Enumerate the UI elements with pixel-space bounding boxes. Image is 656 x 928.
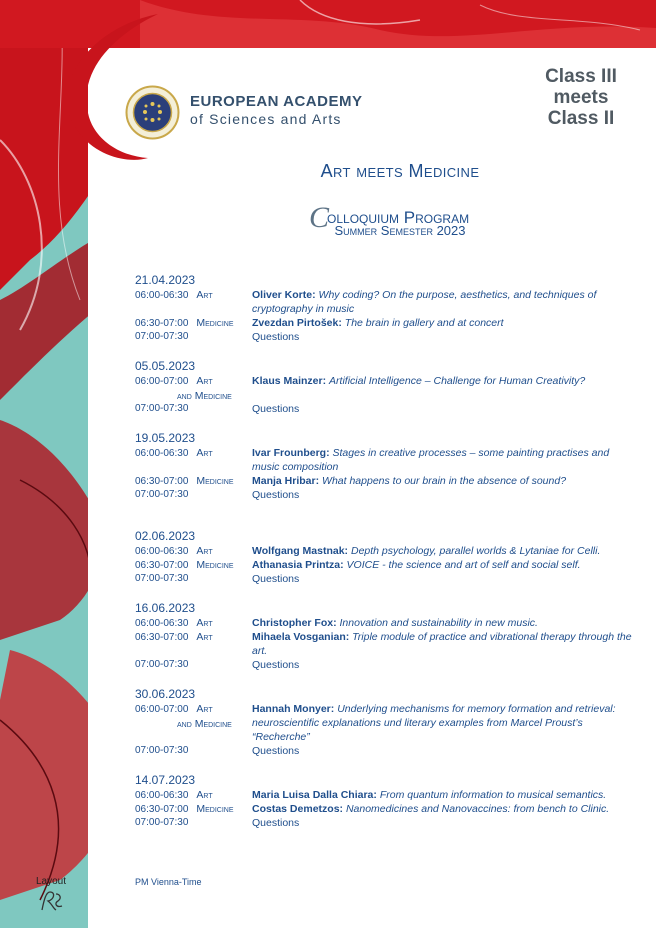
schedule-entry bbox=[135, 816, 635, 830]
entry-speaker: Wolfgang Mastnak: bbox=[252, 545, 349, 557]
entry-talk bbox=[252, 446, 632, 474]
entry-time-cell bbox=[135, 330, 253, 344]
schedule-entry bbox=[135, 544, 635, 558]
schedule-entry bbox=[135, 744, 635, 758]
entry-title: The brain in gallery and at concert bbox=[344, 317, 504, 329]
entry-time-cell bbox=[135, 558, 253, 573]
entry-time: 06:00-06:30 bbox=[135, 290, 189, 301]
entry-talk bbox=[252, 658, 632, 672]
entry-talk bbox=[252, 330, 632, 344]
entry-time: 06:30-07:00 bbox=[135, 804, 189, 815]
entry-time: 06:30-07:00 bbox=[135, 476, 189, 487]
entry-title: Triple module of practice and vibrational therapy through the art. bbox=[252, 631, 632, 657]
entry-time: 06:30-07:00 bbox=[135, 318, 189, 329]
entry-talk bbox=[252, 402, 632, 416]
schedule-entry bbox=[135, 572, 635, 586]
schedule-date: 14.07.2023 bbox=[135, 773, 196, 787]
entry-talk bbox=[252, 474, 632, 488]
entry-time-cell bbox=[135, 402, 253, 416]
entry-speaker: Athanasia Printza: bbox=[252, 559, 344, 571]
entry-subject-secondary: and Medicine bbox=[177, 718, 232, 730]
schedule-entry bbox=[135, 802, 635, 816]
entry-speaker: Costas Demetzos: bbox=[252, 803, 344, 815]
entry-subject: Medicine bbox=[196, 317, 234, 329]
program-title-initial: C bbox=[309, 201, 330, 234]
entry-speaker: Mihaela Vosganian: bbox=[252, 631, 350, 643]
entry-questions: Questions bbox=[252, 745, 300, 757]
entry-speaker: Klaus Mainzer: bbox=[252, 375, 327, 387]
entry-talk bbox=[252, 558, 632, 572]
entry-title: VOICE - the science and art of self and social self. bbox=[346, 559, 581, 571]
entry-time: 07:00-07:30 bbox=[135, 403, 189, 414]
entry-subject: Art bbox=[196, 703, 213, 715]
entry-title: Stages in creative processes – some painting practises and music composition bbox=[252, 447, 610, 473]
entry-time: 07:00-07:30 bbox=[135, 573, 189, 584]
schedule-date: 19.05.2023 bbox=[135, 431, 196, 445]
entry-title: Nanomedicines and Nanovaccines: from bench to Clinic. bbox=[345, 803, 610, 815]
entry-time: 07:00-07:30 bbox=[135, 489, 189, 500]
entry-time-cell bbox=[135, 802, 253, 817]
entry-time: 06:00-07:00 bbox=[135, 704, 189, 715]
schedule-date: 05.05.2023 bbox=[135, 359, 196, 373]
schedule-entry bbox=[135, 488, 635, 502]
entry-questions: Questions bbox=[252, 489, 300, 501]
class-badge-line1: Class III bbox=[545, 66, 617, 87]
entry-time: 07:00-07:30 bbox=[135, 745, 189, 756]
entry-speaker: Oliver Korte: bbox=[252, 289, 316, 301]
entry-time: 06:00-06:30 bbox=[135, 790, 189, 801]
entry-time: 06:00-06:30 bbox=[135, 448, 189, 459]
entry-talk bbox=[252, 572, 632, 586]
entry-time-cell bbox=[135, 446, 253, 461]
entry-time: 06:30-07:00 bbox=[135, 560, 189, 571]
schedule-entry bbox=[135, 630, 635, 658]
schedule-entry bbox=[135, 316, 635, 330]
entry-subject: Art bbox=[196, 789, 213, 801]
entry-subject: Medicine bbox=[196, 803, 234, 815]
entry-time-cell bbox=[135, 744, 253, 758]
entry-talk bbox=[252, 630, 632, 658]
entry-time: 07:00-07:30 bbox=[135, 331, 189, 342]
semester-title: Summer Semester 2023 bbox=[334, 223, 466, 238]
schedule-date: 02.06.2023 bbox=[135, 529, 196, 543]
entry-time: 06:00-06:30 bbox=[135, 618, 189, 629]
entry-time-cell bbox=[135, 316, 253, 331]
entry-subject: Art bbox=[196, 447, 213, 459]
schedule-entry bbox=[135, 288, 635, 316]
entry-time-cell bbox=[135, 572, 253, 586]
class-badge-line3: Class II bbox=[547, 108, 615, 129]
schedule-entry bbox=[135, 446, 635, 474]
entry-questions: Questions bbox=[252, 659, 300, 671]
entry-title: Underlying mechanisms for memory formation and retrieval: neuroscientific explanations und literary examples from Marcel Proust’s “Recherche” bbox=[252, 703, 616, 743]
entry-talk bbox=[252, 316, 632, 330]
entry-subject: Art bbox=[196, 617, 213, 629]
class-badge bbox=[520, 66, 642, 129]
entry-questions: Questions bbox=[252, 817, 300, 829]
timezone-note: PM Vienna-Time bbox=[135, 877, 202, 887]
entry-subject: Art bbox=[196, 545, 213, 557]
entry-talk bbox=[252, 544, 632, 558]
entry-time-cell bbox=[135, 488, 253, 502]
class-badge-line2: meets bbox=[553, 87, 609, 108]
entry-title: Artificial Intelligence – Challenge for Human Creativity? bbox=[329, 375, 586, 387]
schedule-day bbox=[135, 358, 635, 416]
schedule-entry bbox=[135, 402, 635, 416]
program-title-rest: olloquium Program bbox=[327, 208, 470, 227]
entry-time-cell bbox=[135, 630, 253, 645]
schedule-entry bbox=[135, 702, 635, 744]
entry-time: 06:00-06:30 bbox=[135, 546, 189, 557]
schedule-entry bbox=[135, 330, 635, 344]
academy-name: EUROPEAN ACADEMY bbox=[190, 93, 363, 110]
entry-time: 07:00-07:30 bbox=[135, 817, 189, 828]
entry-speaker: Zvezdan Pirtošek: bbox=[252, 317, 342, 329]
entry-title: Why coding? On the purpose, aesthetics, and techniques of cryptography in music bbox=[252, 289, 597, 315]
entry-talk bbox=[252, 788, 632, 802]
entry-talk bbox=[252, 744, 632, 758]
entry-subject: Art bbox=[196, 375, 213, 387]
schedule-day bbox=[135, 430, 635, 502]
schedule-date: 30.06.2023 bbox=[135, 687, 196, 701]
schedule-day bbox=[135, 686, 635, 758]
schedule-entry bbox=[135, 374, 635, 402]
entry-title: From quantum information to musical semantics. bbox=[379, 789, 607, 801]
entry-subject: Art bbox=[196, 631, 213, 643]
entry-time-cell bbox=[135, 816, 253, 830]
schedule-entry bbox=[135, 788, 635, 802]
entry-talk bbox=[252, 616, 632, 630]
entry-subject: Medicine bbox=[196, 475, 234, 487]
schedule-entry bbox=[135, 474, 635, 488]
entry-talk bbox=[252, 816, 632, 830]
entry-talk bbox=[252, 288, 632, 316]
entry-speaker: Christopher Fox: bbox=[252, 617, 337, 629]
entry-time: 07:00-07:30 bbox=[135, 659, 189, 670]
schedule-entry bbox=[135, 558, 635, 572]
schedule-day bbox=[135, 528, 635, 586]
schedule bbox=[135, 272, 635, 844]
schedule-day bbox=[135, 600, 635, 672]
entry-time-cell bbox=[135, 544, 253, 559]
entry-questions: Questions bbox=[252, 573, 300, 585]
entry-speaker: Manja Hribar: bbox=[252, 475, 320, 487]
entry-time-cell bbox=[135, 474, 253, 489]
entry-questions: Questions bbox=[252, 403, 300, 415]
entry-talk bbox=[252, 488, 632, 502]
academy-seal-icon bbox=[125, 85, 180, 140]
entry-speaker: Maria Luisa Dalla Chiara: bbox=[252, 789, 377, 801]
entry-subject-secondary: and Medicine bbox=[177, 390, 232, 402]
entry-talk bbox=[252, 374, 632, 402]
entry-title: What happens to our brain in the absence of sound? bbox=[322, 475, 567, 487]
entry-questions: Questions bbox=[252, 331, 300, 343]
academy-subname: of Sciences and Arts bbox=[190, 111, 342, 127]
entry-time-cell bbox=[135, 658, 253, 672]
schedule-date: 21.04.2023 bbox=[135, 273, 196, 287]
entry-title: Depth psychology, parallel worlds & Lytaniae for Celli. bbox=[350, 545, 601, 557]
schedule-day bbox=[135, 772, 635, 830]
entry-title: Innovation and sustainability in new music. bbox=[339, 617, 538, 629]
page-title: Art meets Medicine bbox=[320, 161, 480, 181]
entry-time-cell bbox=[135, 702, 253, 731]
entry-time-cell bbox=[135, 788, 253, 803]
entry-speaker: Hannah Monyer: bbox=[252, 703, 335, 715]
entry-talk bbox=[252, 802, 632, 816]
schedule-entry bbox=[135, 658, 635, 672]
entry-time: 06:00-07:00 bbox=[135, 376, 189, 387]
schedule-day bbox=[135, 272, 635, 344]
entry-subject: Art bbox=[196, 289, 213, 301]
entry-time-cell bbox=[135, 616, 253, 631]
entry-speaker: Ivar Frounberg: bbox=[252, 447, 330, 459]
layout-label: Layout bbox=[36, 876, 67, 887]
entry-subject: Medicine bbox=[196, 559, 234, 571]
entry-time-cell bbox=[135, 288, 253, 303]
entry-talk bbox=[252, 702, 632, 744]
entry-time: 06:30-07:00 bbox=[135, 632, 189, 643]
entry-time-cell bbox=[135, 374, 253, 403]
schedule-date: 16.06.2023 bbox=[135, 601, 196, 615]
layout-signature-icon bbox=[36, 888, 66, 914]
schedule-entry bbox=[135, 616, 635, 630]
